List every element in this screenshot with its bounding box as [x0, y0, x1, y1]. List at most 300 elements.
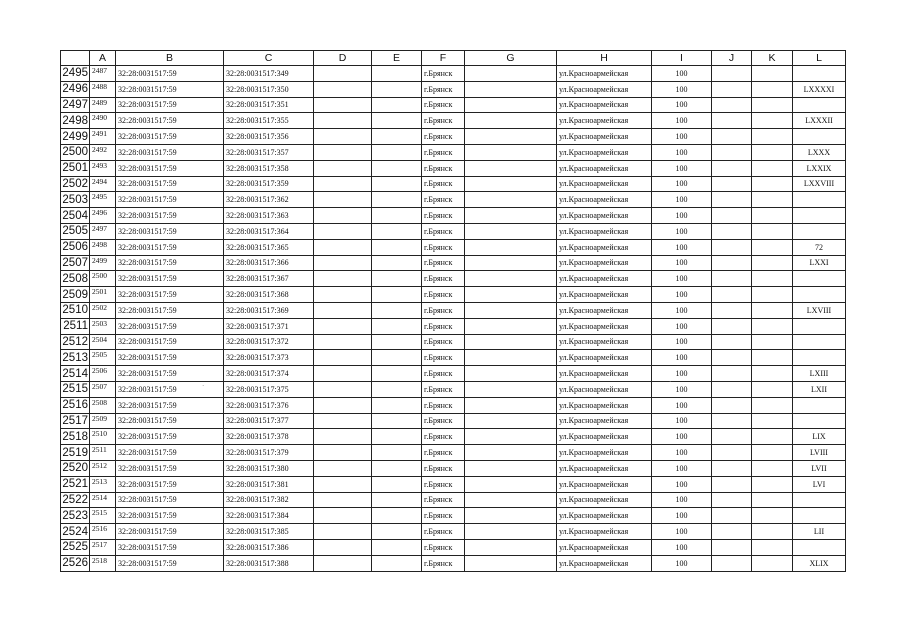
column-header[interactable]: A — [90, 51, 116, 66]
column-header[interactable]: F — [422, 51, 465, 66]
cell-a[interactable]: 2489 — [90, 97, 116, 113]
cell-l[interactable] — [793, 192, 846, 208]
cell-a[interactable]: 2506 — [90, 366, 116, 382]
cell-h[interactable]: ул.Красноармейская — [557, 366, 652, 382]
cell-f[interactable]: г.Брянск — [422, 429, 465, 445]
cell-l[interactable] — [793, 208, 846, 224]
row-number-cell[interactable]: 2500 — [62, 146, 88, 159]
cell-g[interactable] — [465, 255, 557, 271]
cell-h[interactable]: ул.Красноармейская — [557, 160, 652, 176]
cell-e[interactable] — [372, 192, 422, 208]
cell-j[interactable] — [712, 271, 752, 287]
cell-d[interactable] — [314, 271, 372, 287]
cell-i[interactable]: 100 — [652, 476, 712, 492]
cell-f[interactable]: г.Брянск — [422, 476, 465, 492]
cell-c[interactable]: 32:28:0031517:355 — [224, 113, 314, 129]
cell-a[interactable]: 2503 — [90, 318, 116, 334]
cell-f[interactable]: г.Брянск — [422, 144, 465, 160]
cell-c[interactable]: 32:28:0031517:384 — [224, 508, 314, 524]
cell-f[interactable]: г.Брянск — [422, 255, 465, 271]
cell-i[interactable]: 100 — [652, 160, 712, 176]
cell-k[interactable] — [752, 208, 793, 224]
cell-h[interactable]: ул.Красноармейская — [557, 476, 652, 492]
cell-b[interactable]: 32:28:0031517:59 — [116, 287, 224, 303]
cell-d[interactable] — [314, 144, 372, 160]
cell-d[interactable] — [314, 318, 372, 334]
cell-k[interactable] — [752, 381, 793, 397]
row-number-cell[interactable]: 2514 — [62, 367, 88, 380]
cell-f[interactable]: г.Брянск — [422, 208, 465, 224]
cell-k[interactable] — [752, 223, 793, 239]
cell-j[interactable] — [712, 366, 752, 382]
cell-h[interactable]: ул.Красноармейская — [557, 508, 652, 524]
row-number-cell[interactable]: 2507 — [62, 256, 88, 269]
cell-f[interactable]: г.Брянск — [422, 113, 465, 129]
cell-f[interactable]: г.Брянск — [422, 223, 465, 239]
cell-h[interactable]: ул.Красноармейская — [557, 81, 652, 97]
cell-a[interactable]: 2515 — [90, 508, 116, 524]
cell-j[interactable] — [712, 208, 752, 224]
cell-e[interactable] — [372, 524, 422, 540]
cell-e[interactable] — [372, 445, 422, 461]
cell-d[interactable] — [314, 160, 372, 176]
cell-g[interactable] — [465, 81, 557, 97]
cell-c[interactable]: 32:28:0031517:351 — [224, 97, 314, 113]
cell-j[interactable] — [712, 160, 752, 176]
cell-b[interactable]: 32:28:0031517:59 — [116, 381, 224, 397]
cell-i[interactable]: 100 — [652, 255, 712, 271]
cell-d[interactable] — [314, 429, 372, 445]
cell-g[interactable] — [465, 271, 557, 287]
cell-f[interactable]: г.Брянск — [422, 350, 465, 366]
cell-d[interactable] — [314, 460, 372, 476]
cell-a[interactable]: 2490 — [90, 113, 116, 129]
cell-d[interactable] — [314, 397, 372, 413]
cell-h[interactable]: ул.Красноармейская — [557, 492, 652, 508]
cell-d[interactable] — [314, 66, 372, 82]
cell-b[interactable]: 32:28:0031517:59 — [116, 366, 224, 382]
cell-f[interactable]: г.Брянск — [422, 129, 465, 145]
corner-cell[interactable] — [61, 51, 90, 66]
cell-i[interactable]: 100 — [652, 113, 712, 129]
cell-h[interactable]: ул.Красноармейская — [557, 350, 652, 366]
cell-e[interactable] — [372, 97, 422, 113]
cell-e[interactable] — [372, 287, 422, 303]
cell-i[interactable]: 100 — [652, 366, 712, 382]
cell-l[interactable]: LXIII — [793, 366, 846, 382]
cell-b[interactable]: 32:28:0031517:59 — [116, 524, 224, 540]
cell-d[interactable] — [314, 476, 372, 492]
cell-d[interactable] — [314, 113, 372, 129]
cell-k[interactable] — [752, 318, 793, 334]
row-number-cell[interactable]: 2515 — [62, 383, 88, 396]
cell-e[interactable] — [372, 460, 422, 476]
cell-c[interactable]: 32:28:0031517:373 — [224, 350, 314, 366]
cell-a[interactable]: 2491 — [90, 129, 116, 145]
cell-i[interactable]: 100 — [652, 381, 712, 397]
cell-f[interactable]: г.Брянск — [422, 366, 465, 382]
cell-g[interactable] — [465, 397, 557, 413]
cell-b[interactable]: 32:28:0031517:59 — [116, 492, 224, 508]
cell-g[interactable] — [465, 366, 557, 382]
cell-j[interactable] — [712, 492, 752, 508]
cell-l[interactable] — [793, 66, 846, 82]
cell-j[interactable] — [712, 113, 752, 129]
cell-d[interactable] — [314, 492, 372, 508]
column-header[interactable]: K — [752, 51, 793, 66]
row-number-cell[interactable]: 2524 — [62, 525, 88, 538]
cell-e[interactable] — [372, 160, 422, 176]
cell-k[interactable] — [752, 413, 793, 429]
cell-h[interactable]: ул.Красноармейская — [557, 113, 652, 129]
cell-k[interactable] — [752, 239, 793, 255]
cell-j[interactable] — [712, 476, 752, 492]
row-number-cell[interactable]: 2501 — [62, 162, 88, 175]
cell-h[interactable]: ул.Красноармейская — [557, 381, 652, 397]
cell-h[interactable]: ул.Красноармейская — [557, 239, 652, 255]
row-number-cell[interactable]: 2520 — [62, 462, 88, 475]
cell-g[interactable] — [465, 476, 557, 492]
cell-g[interactable] — [465, 287, 557, 303]
cell-i[interactable]: 100 — [652, 397, 712, 413]
cell-e[interactable] — [372, 66, 422, 82]
cell-l[interactable] — [793, 271, 846, 287]
cell-a[interactable]: 2509 — [90, 413, 116, 429]
column-header[interactable]: H — [557, 51, 652, 66]
cell-d[interactable] — [314, 539, 372, 555]
cell-l[interactable]: LXXI — [793, 255, 846, 271]
column-header[interactable]: B — [116, 51, 224, 66]
cell-l[interactable]: LXXX — [793, 144, 846, 160]
cell-b[interactable]: 32:28:0031517:59 — [116, 144, 224, 160]
row-number-cell[interactable]: 2505 — [62, 225, 88, 238]
cell-c[interactable]: 32:28:0031517:363 — [224, 208, 314, 224]
cell-e[interactable] — [372, 239, 422, 255]
row-number-cell[interactable]: 2496 — [62, 83, 88, 96]
cell-i[interactable]: 100 — [652, 176, 712, 192]
cell-i[interactable]: 100 — [652, 192, 712, 208]
cell-c[interactable]: 32:28:0031517:350 — [224, 81, 314, 97]
cell-k[interactable] — [752, 492, 793, 508]
row-number-cell[interactable]: 2523 — [62, 509, 88, 522]
cell-l[interactable]: LII — [793, 524, 846, 540]
cell-a[interactable]: 2499 — [90, 255, 116, 271]
cell-j[interactable] — [712, 429, 752, 445]
cell-e[interactable] — [372, 492, 422, 508]
cell-a[interactable]: 2501 — [90, 287, 116, 303]
cell-c[interactable]: 32:28:0031517:357 — [224, 144, 314, 160]
cell-b[interactable]: 32:28:0031517:59 — [116, 176, 224, 192]
cell-e[interactable] — [372, 144, 422, 160]
cell-b[interactable]: 32:28:0031517:59 — [116, 350, 224, 366]
cell-j[interactable] — [712, 555, 752, 571]
cell-a[interactable]: 2504 — [90, 334, 116, 350]
cell-j[interactable] — [712, 192, 752, 208]
cell-k[interactable] — [752, 350, 793, 366]
cell-j[interactable] — [712, 524, 752, 540]
cell-j[interactable] — [712, 223, 752, 239]
row-number-cell[interactable]: 2504 — [62, 209, 88, 222]
cell-l[interactable] — [793, 492, 846, 508]
cell-j[interactable] — [712, 287, 752, 303]
cell-a[interactable]: 2502 — [90, 302, 116, 318]
cell-a[interactable]: 2500 — [90, 271, 116, 287]
cell-j[interactable] — [712, 381, 752, 397]
cell-f[interactable]: г.Брянск — [422, 397, 465, 413]
cell-d[interactable] — [314, 223, 372, 239]
cell-j[interactable] — [712, 508, 752, 524]
cell-e[interactable] — [372, 302, 422, 318]
cell-i[interactable]: 100 — [652, 318, 712, 334]
cell-k[interactable] — [752, 334, 793, 350]
cell-b[interactable]: 32:28:0031517:59 — [116, 66, 224, 82]
cell-g[interactable] — [465, 192, 557, 208]
cell-i[interactable]: 100 — [652, 223, 712, 239]
cell-j[interactable] — [712, 81, 752, 97]
cell-e[interactable] — [372, 255, 422, 271]
cell-k[interactable] — [752, 66, 793, 82]
cell-h[interactable]: ул.Красноармейская — [557, 429, 652, 445]
cell-c[interactable]: 32:28:0031517:366 — [224, 255, 314, 271]
cell-g[interactable] — [465, 381, 557, 397]
cell-f[interactable]: г.Брянск — [422, 176, 465, 192]
cell-h[interactable]: ул.Красноармейская — [557, 223, 652, 239]
cell-l[interactable]: 72 — [793, 239, 846, 255]
cell-k[interactable] — [752, 192, 793, 208]
cell-e[interactable] — [372, 366, 422, 382]
cell-d[interactable] — [314, 334, 372, 350]
cell-l[interactable] — [793, 223, 846, 239]
cell-e[interactable] — [372, 208, 422, 224]
cell-l[interactable] — [793, 397, 846, 413]
cell-l[interactable]: LVI — [793, 476, 846, 492]
cell-a[interactable]: 2517 — [90, 539, 116, 555]
cell-j[interactable] — [712, 97, 752, 113]
cell-l[interactable]: LVII — [793, 460, 846, 476]
cell-k[interactable] — [752, 555, 793, 571]
cell-j[interactable] — [712, 539, 752, 555]
cell-b[interactable]: 32:28:0031517:59 — [116, 97, 224, 113]
cell-g[interactable] — [465, 508, 557, 524]
cell-l[interactable]: LVIII — [793, 445, 846, 461]
cell-g[interactable] — [465, 144, 557, 160]
cell-a[interactable]: 2494 — [90, 176, 116, 192]
cell-e[interactable] — [372, 508, 422, 524]
cell-h[interactable]: ул.Красноармейская — [557, 397, 652, 413]
cell-b[interactable]: 32:28:0031517:59 — [116, 192, 224, 208]
cell-i[interactable]: 100 — [652, 81, 712, 97]
row-number-cell[interactable]: 2495 — [62, 67, 88, 80]
cell-g[interactable] — [465, 176, 557, 192]
cell-h[interactable]: ул.Красноармейская — [557, 334, 652, 350]
cell-d[interactable] — [314, 208, 372, 224]
cell-c[interactable]: 32:28:0031517:388 — [224, 555, 314, 571]
row-number-cell[interactable]: 2517 — [62, 414, 88, 427]
cell-i[interactable]: 100 — [652, 524, 712, 540]
cell-l[interactable]: LXXXII — [793, 113, 846, 129]
cell-l[interactable] — [793, 287, 846, 303]
cell-j[interactable] — [712, 318, 752, 334]
row-number-cell[interactable]: 2498 — [62, 114, 88, 127]
cell-c[interactable]: 32:28:0031517:358 — [224, 160, 314, 176]
cell-k[interactable] — [752, 176, 793, 192]
cell-j[interactable] — [712, 350, 752, 366]
cell-c[interactable]: 32:28:0031517:371 — [224, 318, 314, 334]
cell-i[interactable]: 100 — [652, 508, 712, 524]
cell-f[interactable]: г.Брянск — [422, 318, 465, 334]
cell-e[interactable] — [372, 271, 422, 287]
cell-f[interactable]: г.Брянск — [422, 524, 465, 540]
cell-b[interactable]: 32:28:0031517:59 — [116, 460, 224, 476]
cell-k[interactable] — [752, 81, 793, 97]
cell-b[interactable]: 32:28:0031517:59 — [116, 555, 224, 571]
cell-g[interactable] — [465, 334, 557, 350]
cell-i[interactable]: 100 — [652, 350, 712, 366]
cell-b[interactable]: 32:28:0031517:59 — [116, 539, 224, 555]
cell-b[interactable]: 32:28:0031517:59 — [116, 223, 224, 239]
cell-g[interactable] — [465, 66, 557, 82]
cell-g[interactable] — [465, 539, 557, 555]
cell-b[interactable]: 32:28:0031517:59 — [116, 239, 224, 255]
cell-l[interactable]: LXII — [793, 381, 846, 397]
column-header[interactable]: E — [372, 51, 422, 66]
cell-j[interactable] — [712, 445, 752, 461]
cell-c[interactable]: 32:28:0031517:368 — [224, 287, 314, 303]
cell-g[interactable] — [465, 413, 557, 429]
cell-h[interactable]: ул.Красноармейская — [557, 271, 652, 287]
cell-i[interactable]: 100 — [652, 413, 712, 429]
cell-h[interactable]: ул.Красноармейская — [557, 460, 652, 476]
cell-d[interactable] — [314, 97, 372, 113]
cell-a[interactable]: 2518 — [90, 555, 116, 571]
cell-l[interactable]: LXXXXI — [793, 81, 846, 97]
cell-c[interactable]: 32:28:0031517:381 — [224, 476, 314, 492]
cell-k[interactable] — [752, 539, 793, 555]
cell-g[interactable] — [465, 318, 557, 334]
cell-b[interactable]: 32:28:0031517:59 — [116, 476, 224, 492]
cell-l[interactable] — [793, 508, 846, 524]
cell-l[interactable] — [793, 97, 846, 113]
cell-l[interactable] — [793, 334, 846, 350]
cell-c[interactable]: 32:28:0031517:372 — [224, 334, 314, 350]
cell-k[interactable] — [752, 524, 793, 540]
cell-a[interactable]: 2495 — [90, 192, 116, 208]
cell-k[interactable] — [752, 255, 793, 271]
cell-h[interactable]: ул.Красноармейская — [557, 287, 652, 303]
cell-h[interactable]: ул.Красноармейская — [557, 97, 652, 113]
cell-d[interactable] — [314, 302, 372, 318]
cell-b[interactable]: 32:28:0031517:59 — [116, 271, 224, 287]
cell-k[interactable] — [752, 113, 793, 129]
cell-b[interactable]: 32:28:0031517:59 — [116, 508, 224, 524]
cell-h[interactable]: ул.Красноармейская — [557, 539, 652, 555]
cell-b[interactable]: 32:28:0031517:59 — [116, 413, 224, 429]
cell-e[interactable] — [372, 129, 422, 145]
cell-j[interactable] — [712, 334, 752, 350]
cell-c[interactable]: 32:28:0031517:375 — [224, 381, 314, 397]
cell-f[interactable]: г.Брянск — [422, 555, 465, 571]
cell-f[interactable]: г.Брянск — [422, 239, 465, 255]
row-number-cell[interactable]: 2502 — [62, 177, 88, 190]
cell-f[interactable]: г.Брянск — [422, 192, 465, 208]
cell-b[interactable]: 32:28:0031517:59 — [116, 81, 224, 97]
cell-l[interactable]: LXXIX — [793, 160, 846, 176]
cell-k[interactable] — [752, 144, 793, 160]
cell-i[interactable]: 100 — [652, 334, 712, 350]
cell-l[interactable]: XLIX — [793, 555, 846, 571]
column-header[interactable]: L — [793, 51, 846, 66]
cell-g[interactable] — [465, 208, 557, 224]
cell-h[interactable]: ул.Красноармейская — [557, 302, 652, 318]
row-number-cell[interactable]: 2511 — [61, 318, 90, 334]
cell-h[interactable]: ул.Красноармейская — [557, 66, 652, 82]
cell-d[interactable] — [314, 287, 372, 303]
cell-e[interactable] — [372, 113, 422, 129]
cell-k[interactable] — [752, 476, 793, 492]
cell-e[interactable] — [372, 350, 422, 366]
cell-d[interactable] — [314, 413, 372, 429]
cell-k[interactable] — [752, 287, 793, 303]
cell-i[interactable]: 100 — [652, 287, 712, 303]
cell-k[interactable] — [752, 271, 793, 287]
cell-i[interactable]: 100 — [652, 445, 712, 461]
cell-h[interactable]: ул.Красноармейская — [557, 413, 652, 429]
cell-g[interactable] — [465, 223, 557, 239]
cell-j[interactable] — [712, 66, 752, 82]
cell-f[interactable]: г.Брянск — [422, 81, 465, 97]
cell-l[interactable] — [793, 350, 846, 366]
row-number-cell[interactable]: 2509 — [62, 288, 88, 301]
cell-g[interactable] — [465, 97, 557, 113]
row-number-cell[interactable]: 2512 — [62, 335, 88, 348]
cell-k[interactable] — [752, 460, 793, 476]
cell-i[interactable]: 100 — [652, 302, 712, 318]
cell-e[interactable] — [372, 429, 422, 445]
cell-i[interactable]: 100 — [652, 239, 712, 255]
cell-b[interactable]: 32:28:0031517:59 — [116, 397, 224, 413]
row-number-cell[interactable]: 2522 — [62, 493, 88, 506]
cell-d[interactable] — [314, 381, 372, 397]
cell-h[interactable]: ул.Красноармейская — [557, 255, 652, 271]
cell-e[interactable] — [372, 223, 422, 239]
cell-b[interactable]: 32:28:0031517:59 — [116, 129, 224, 145]
cell-i[interactable]: 100 — [652, 144, 712, 160]
cell-a[interactable]: 2496 — [90, 208, 116, 224]
cell-h[interactable]: ул.Красноармейская — [557, 445, 652, 461]
cell-a[interactable]: 2511 — [90, 445, 116, 461]
cell-j[interactable] — [712, 397, 752, 413]
column-header[interactable]: G — [465, 51, 557, 66]
cell-g[interactable] — [465, 524, 557, 540]
cell-e[interactable] — [372, 176, 422, 192]
cell-e[interactable] — [372, 413, 422, 429]
cell-f[interactable]: г.Брянск — [422, 97, 465, 113]
cell-c[interactable]: 32:28:0031517:367 — [224, 271, 314, 287]
cell-e[interactable] — [372, 381, 422, 397]
cell-i[interactable]: 100 — [652, 429, 712, 445]
cell-k[interactable] — [752, 445, 793, 461]
cell-i[interactable]: 100 — [652, 460, 712, 476]
cell-g[interactable] — [465, 113, 557, 129]
column-header[interactable]: I — [652, 51, 712, 66]
cell-a[interactable]: 2516 — [90, 524, 116, 540]
cell-l[interactable]: LXXVIII — [793, 176, 846, 192]
cell-k[interactable] — [752, 366, 793, 382]
cell-a[interactable]: 2487 — [90, 66, 116, 82]
cell-b[interactable]: 32:28:0031517:59 — [116, 302, 224, 318]
cell-d[interactable] — [314, 555, 372, 571]
cell-b[interactable]: 32:28:0031517:59 — [116, 113, 224, 129]
